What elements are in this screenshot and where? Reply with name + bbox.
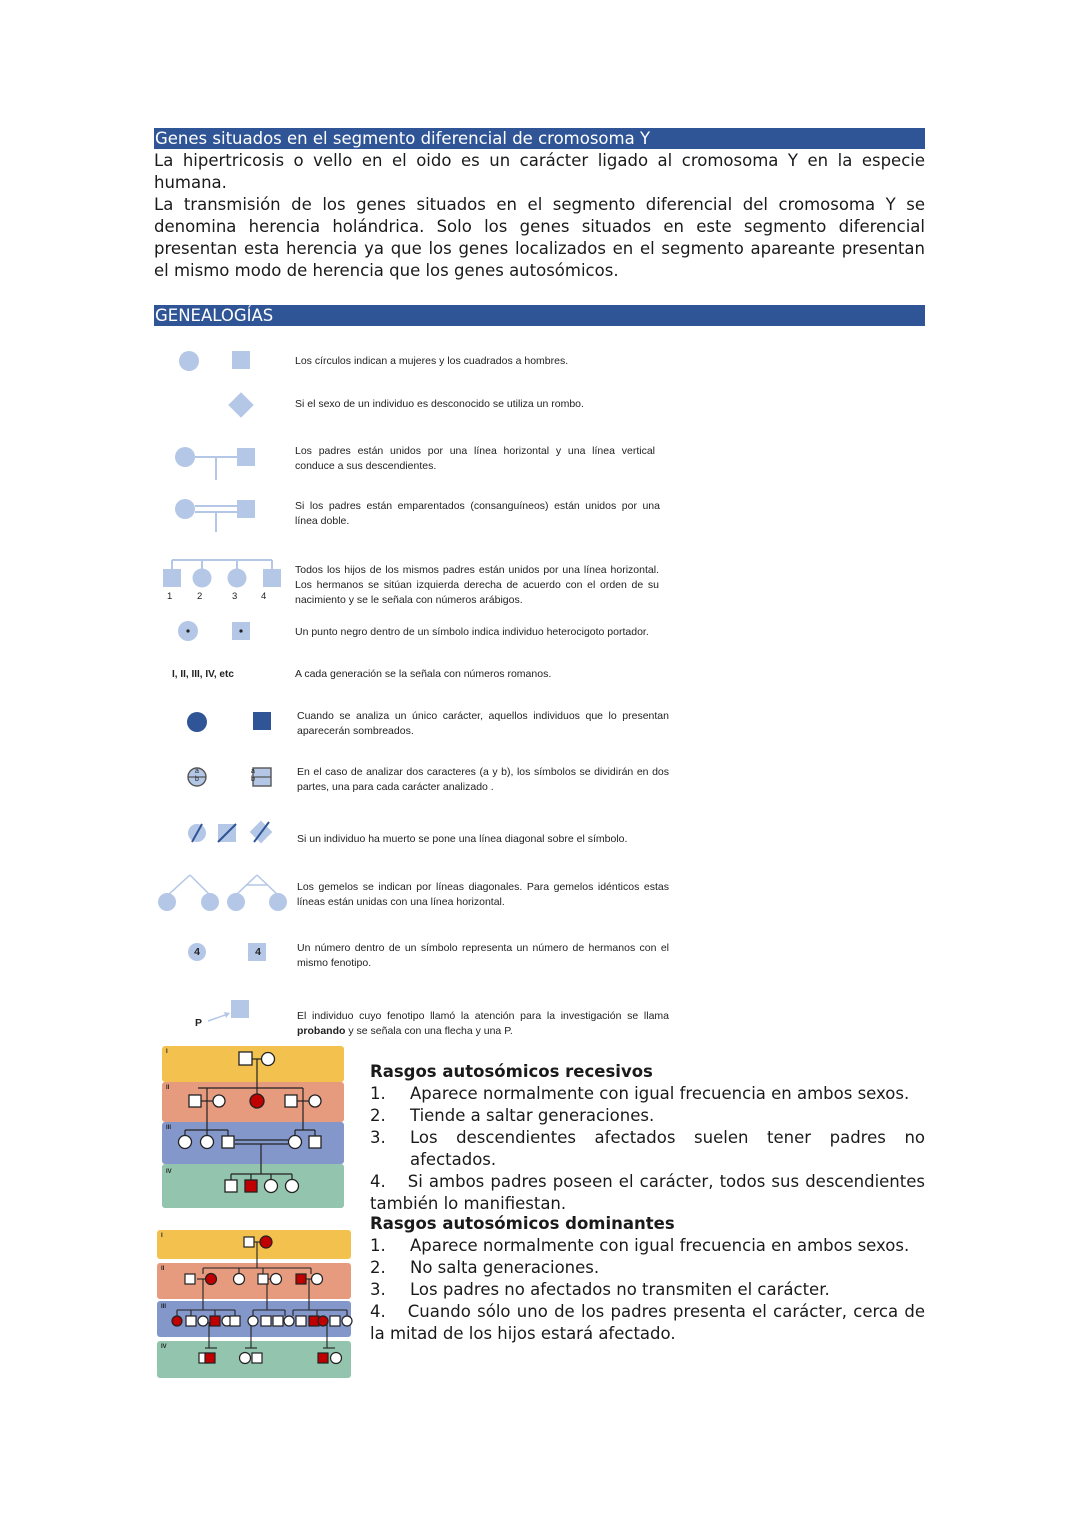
number-in-circle: 4 bbox=[194, 946, 200, 958]
recessive-gen-IV: IV bbox=[166, 1169, 172, 1175]
section-heading-genealogias: GENEALOGÍAS bbox=[154, 305, 925, 326]
proband-text-post: y se señala con una flecha y una P. bbox=[345, 1025, 513, 1037]
sibling-number-2: 2 bbox=[197, 591, 203, 602]
legend-carrier: Un punto negro dentro de un símbolo indica individuo heterocigoto portador. bbox=[295, 626, 649, 638]
dominant-pedigree bbox=[155, 1228, 353, 1380]
dominant-item-1: 1. Aparece normalmente con igual frecuencia en ambos sexos. bbox=[370, 1236, 910, 1255]
split-a-label-square: a bbox=[251, 768, 255, 775]
number-in-square: 4 bbox=[255, 946, 261, 958]
affected-female-icon bbox=[187, 712, 207, 732]
proband-text-pre: El individuo cuyo fenotipo llamó la atención para la investigación se llama bbox=[297, 1010, 669, 1022]
sibling-number-4: 4 bbox=[261, 591, 267, 602]
dominant-gen-II: II bbox=[161, 1266, 165, 1272]
legend-circles-squares: Los círculos indican a mujeres y los cuadrados a hombres. bbox=[295, 355, 569, 367]
recessive-item-2: 2. Tiende a saltar generaciones. bbox=[370, 1106, 655, 1125]
hypertrichosis-line: La hipertricosis o vello en el oido es un carácter ligado al cromosoma Y en la especie humana. bbox=[154, 151, 925, 192]
intro-paragraph bbox=[154, 150, 925, 282]
recessive-title: Rasgos autosómicos recesivos bbox=[370, 1062, 653, 1081]
proband-icon bbox=[208, 1000, 249, 1021]
holandric-paragraph: La transmisión de los genes situados en el segmento diferencial del cromosoma Y se denomina herencia holándrica. Solo los genes situados en este segmento diferencial presentan esta herencia ya que los genes localizados en el segmento apareante presentan el mismo modo de herencia que los genes autosómicos. bbox=[154, 195, 925, 280]
legend-deceased: Si un individuo ha muerto se pone una línea diagonal sobre el símbolo. bbox=[297, 833, 628, 845]
recessive-pedigree bbox=[160, 1044, 346, 1210]
parents-union-icon bbox=[175, 447, 255, 480]
legend-number-inside: Un número dentro de un símbolo representa un número de hermanos con el mismo fenotipo. bbox=[297, 942, 669, 969]
recessive-item-4: 4. Si ambos padres poseen el carácter, todos sus descendientes también lo manifiestan. bbox=[370, 1172, 925, 1213]
legend-twins: Los gemelos se indican por líneas diagonales. Para gemelos idénticos estas líneas están unidas con una línea horizontal. bbox=[297, 881, 669, 908]
dominant-item-2: 2. No salta generaciones. bbox=[370, 1258, 600, 1277]
consanguineous-union-icon bbox=[175, 499, 255, 532]
legend-proband bbox=[297, 1009, 669, 1039]
legend-two-traits: En el caso de analizar dos caracteres (a y b), los símbolos se dividirán en dos partes, una para cada carácter analizado . bbox=[297, 766, 669, 793]
dominant-section bbox=[370, 1213, 925, 1345]
recessive-gen-I: I bbox=[166, 1049, 168, 1055]
split-b-label: b bbox=[195, 776, 199, 783]
split-a-label: a bbox=[195, 768, 199, 775]
legend-siblings: Todos los hijos de los mismos padres están unidos por una línea horizontal. Los hermanos se sitúan izquierda derecha de acuerdo con el orden de su nacimiento y se le señala con números arábigos. bbox=[295, 564, 659, 606]
sibling-number-1: 1 bbox=[167, 591, 173, 602]
legend-diamond: Si el sexo de un individuo es desconocido se utiliza un rombo. bbox=[295, 398, 584, 410]
unknown-sex-diamond-icon bbox=[228, 392, 253, 417]
dominant-item-4: 4. Cuando sólo uno de los padres presenta el carácter, cerca de la mitad de los hijos estará afectado. bbox=[370, 1302, 925, 1343]
legend-parents-line: Los padres están unidos por una línea horizontal y una línea vertical conduce a sus descendientes. bbox=[295, 445, 655, 472]
roman-numerals-label: I, II, III, IV, etc bbox=[172, 669, 234, 680]
proband-text-bold: probando bbox=[297, 1025, 346, 1037]
carrier-icon bbox=[178, 621, 250, 641]
male-square-icon bbox=[232, 351, 250, 369]
affected-male-icon bbox=[253, 712, 271, 730]
legend-shaded: Cuando se analiza un único carácter, aquellos individuos que lo presentan aparecerán sombreados. bbox=[297, 710, 669, 737]
recessive-gen-III: III bbox=[166, 1125, 172, 1131]
dominant-gen-IV: IV bbox=[161, 1344, 167, 1350]
deceased-icon bbox=[188, 821, 272, 844]
dominant-gen-I: I bbox=[161, 1233, 163, 1239]
legend-consanguineous: Si los padres están emparentados (consanguíneos) están unidos por una línea doble. bbox=[295, 500, 660, 527]
female-circle-icon bbox=[179, 351, 199, 371]
split-square-labels bbox=[249, 768, 257, 784]
section-heading-y-chromosome: Genes situados en el segmento diferencial de cromosoma Y bbox=[154, 128, 925, 149]
recessive-item-1: 1. Aparece normalmente con igual frecuencia en ambos sexos. bbox=[370, 1084, 910, 1103]
dominant-gen-III: III bbox=[161, 1304, 167, 1310]
siblings-icon bbox=[163, 560, 281, 588]
sibling-number-3: 3 bbox=[232, 591, 238, 602]
recessive-gen-II: II bbox=[166, 1085, 170, 1091]
legend-symbols bbox=[150, 340, 300, 1060]
dominant-title: Rasgos autosómicos dominantes bbox=[370, 1214, 675, 1233]
recessive-section bbox=[370, 1061, 925, 1215]
dominant-item-3: 3. Los padres no afectados no transmiten el carácter. bbox=[370, 1280, 830, 1299]
legend-roman: A cada generación se la señala con números romanos. bbox=[295, 668, 552, 680]
proband-letter: P bbox=[195, 1017, 203, 1029]
split-b-label-square: b bbox=[251, 776, 255, 783]
twins-icon bbox=[158, 875, 287, 911]
recessive-item-3: 3. Los descendientes afectados suelen tener padres no afectados. bbox=[370, 1128, 925, 1169]
split-circle-labels bbox=[193, 768, 201, 784]
